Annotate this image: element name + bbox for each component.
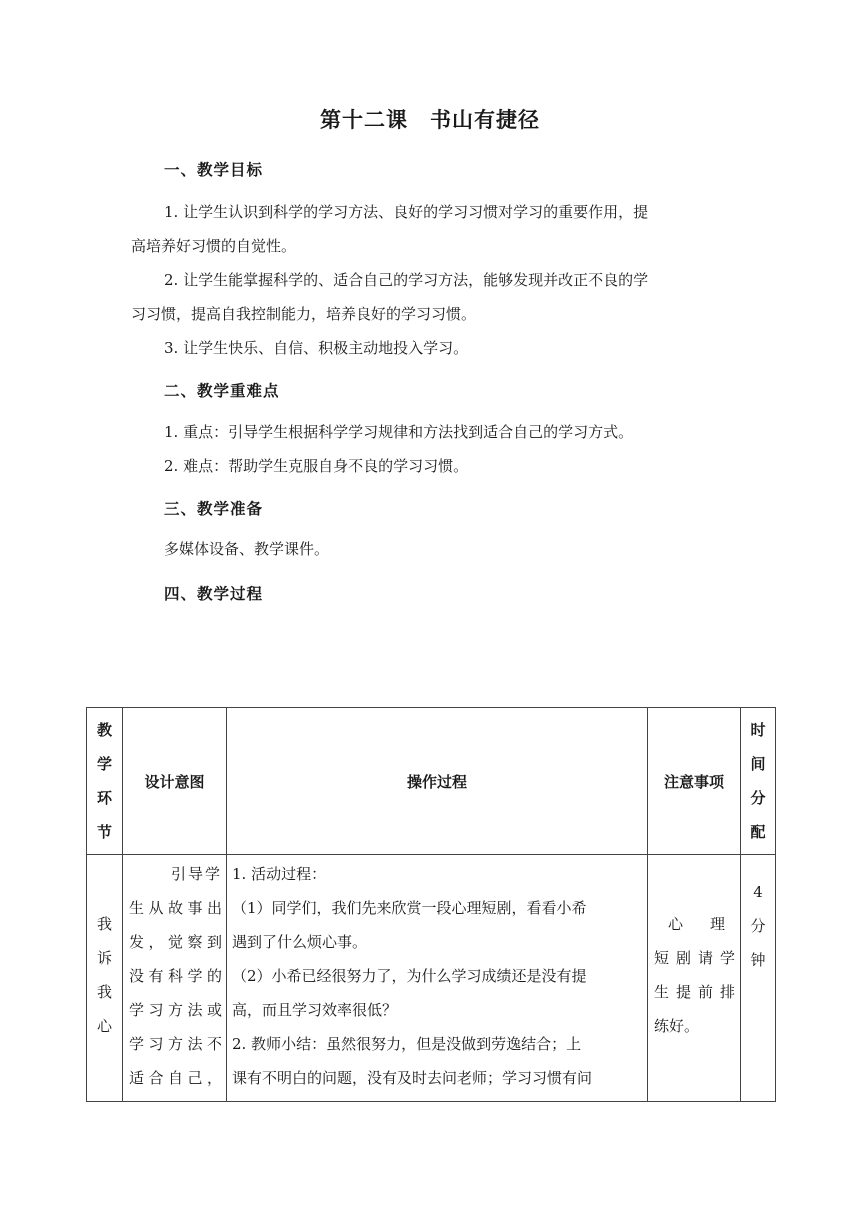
notes-line: 心 理 [667,915,731,933]
cell-operation [227,855,648,1102]
key-point-line: 1. 重点：引导学生根据科学学习规律和方法找到适合自己的学习方式。 [164,423,634,441]
table-row [87,855,776,1102]
intent-line: 生从故事出 [129,899,222,917]
header-operation: 操作过程 [227,708,648,855]
prep-paragraph [131,532,745,566]
time-line: 分 [750,917,766,935]
header-stage-text: 教学环节 [97,721,113,841]
header-notes: 注意事项 [648,708,741,855]
intent-text [129,857,222,1095]
intent-line: 学习方法不 [129,1035,222,1053]
time-line: 4 [753,883,763,901]
operation-line: （2）小希已经很努力了，为什么学习成绩还是没有提 [232,967,587,985]
cell-stage [87,855,123,1102]
header-time-text: 时间分配 [750,721,766,841]
header-time [741,708,776,855]
stage-text: 我诉我心 [97,915,113,1035]
goals-paragraph [131,195,745,365]
notes-line: 生提前排 [654,983,735,1001]
notes-line: 短剧请学 [654,949,735,967]
operation-line: （1）同学们，我们先来欣赏一段心理短剧，看看小希 [232,899,587,917]
intent-line: 没有科学的 [129,967,222,985]
operation-line: 高，而且学习效率很低？ [232,1001,398,1019]
operation-line: 课有不明白的问题，没有及时去问老师；学习习惯有问 [232,1069,593,1087]
goal-line: 2. 让学生能掌握科学的、适合自己的学习方法，能够发现并改正不良的学 [164,271,649,289]
intent-line: 学习方法或 [129,1001,222,1019]
section-heading-key-points: 二、教学重难点 [164,382,280,400]
operation-line: 1. 活动过程： [232,865,327,883]
table-header-row [87,708,776,855]
goal-line: 3. 让学生快乐、自信、积极主动地投入学习。 [164,339,469,357]
section-heading-goals: 一、教学目标 [164,161,264,179]
header-intent: 设计意图 [123,708,227,855]
cell-intent [123,855,227,1102]
process-table [86,707,776,1102]
cell-time [741,855,776,1102]
cell-notes [648,855,741,1102]
operation-line: 2. 教师小结：虽然很努力，但是没做到劳逸结合；上 [232,1035,582,1053]
section-heading-process: 四、教学过程 [164,585,264,603]
intent-line: 发，觉察到 [129,933,222,951]
intent-line: 适合自己， [129,1069,222,1087]
notes-text [654,907,735,1043]
header-stage [87,708,123,855]
time-line: 钟 [750,951,766,969]
intent-line: 引导学 [170,865,222,883]
goal-line: 1. 让学生认识到科学的学习方法、良好的学习习惯对学习的重要作用，提 [164,203,649,221]
operation-text [232,857,643,1095]
operation-line: 遇到了什么烦心事。 [232,933,368,951]
prep-text: 多媒体设备、教学课件。 [164,540,330,558]
section-heading-prep: 三、教学准备 [164,500,264,518]
key-point-line: 2. 难点：帮助学生克服自身不良的学习习惯。 [164,457,469,475]
goal-line: 习习惯，提高自我控制能力，培养良好的学习习惯。 [131,305,477,323]
time-text [741,875,775,977]
notes-line: 练好。 [654,1017,700,1035]
lesson-title: 第十二课 书山有捷径 [320,108,540,132]
goal-line: 高培养好习惯的自觉性。 [131,237,297,255]
key-points-paragraph [131,415,745,483]
